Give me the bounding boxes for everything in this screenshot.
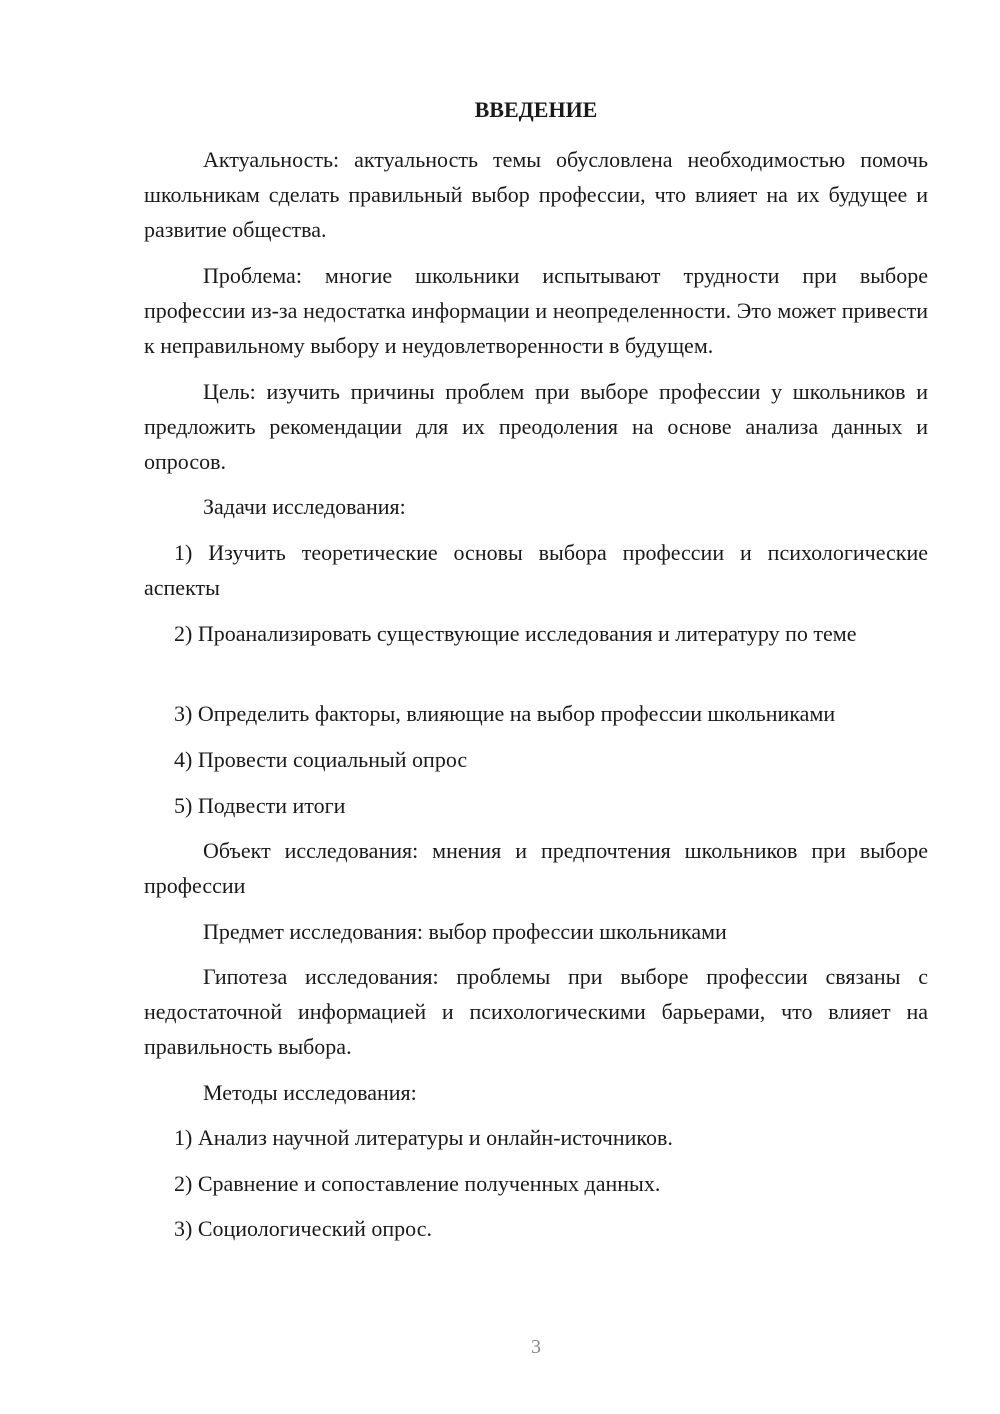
paragraph-subject: Предмет исследования: выбор профессии школьниками	[203, 919, 727, 944]
paragraph-relevance: Актуальность: актуальность темы обусловлена необходимостью помочь школьникам сделать правильный выбор профессии, что влияет на их будущее и развитие общества.	[144, 147, 928, 242]
paragraph-tasks-heading: Задачи исследования:	[203, 494, 406, 519]
list-item-task-5: 5) Подвести итоги	[174, 793, 346, 818]
page-title: ВВЕДЕНИЕ	[474, 97, 598, 122]
list-item-task-2: 2) Проанализировать существующие исследования и литературу по теме	[174, 621, 857, 646]
list-item-task-4: 4) Провести социальный опрос	[174, 747, 468, 772]
paragraph-problem: Проблема: многие школьники испытывают трудности при выборе профессии из-за недостатка информации и неопределенности. Это может привести к неправильному выбору и неудовлетворенности в будущем.	[144, 263, 928, 358]
list-item-task-3: 3) Определить факторы, влияющие на выбор профессии школьниками	[174, 701, 836, 726]
page-number: 3	[531, 1336, 541, 1358]
document-page	[144, 0, 928, 1414]
paragraph-hypothesis: Гипотеза исследования: проблемы при выборе профессии связаны с недостаточной информацией и психологическими барьерами, что влияет на правильность выбора.	[144, 964, 928, 1059]
paragraph-goal: Цель: изучить причины проблем при выборе профессии у школьников и предложить рекомендации для их преодоления на основе анализа данных и опросов.	[144, 379, 928, 474]
paragraph-object: Объект исследования: мнения и предпочтения школьников при выборе профессии	[144, 838, 928, 898]
list-item-method-3: 3) Социологический опрос.	[174, 1216, 432, 1241]
paragraph-methods-heading: Методы исследования:	[203, 1080, 417, 1105]
list-item-method-1: 1) Анализ научной литературы и онлайн-источников.	[174, 1125, 673, 1150]
list-item-method-2: 2) Сравнение и сопоставление полученных данных.	[174, 1171, 661, 1196]
list-item-task-1: 1) Изучить теоретические основы выбора профессии и психологические аспекты	[144, 540, 928, 600]
